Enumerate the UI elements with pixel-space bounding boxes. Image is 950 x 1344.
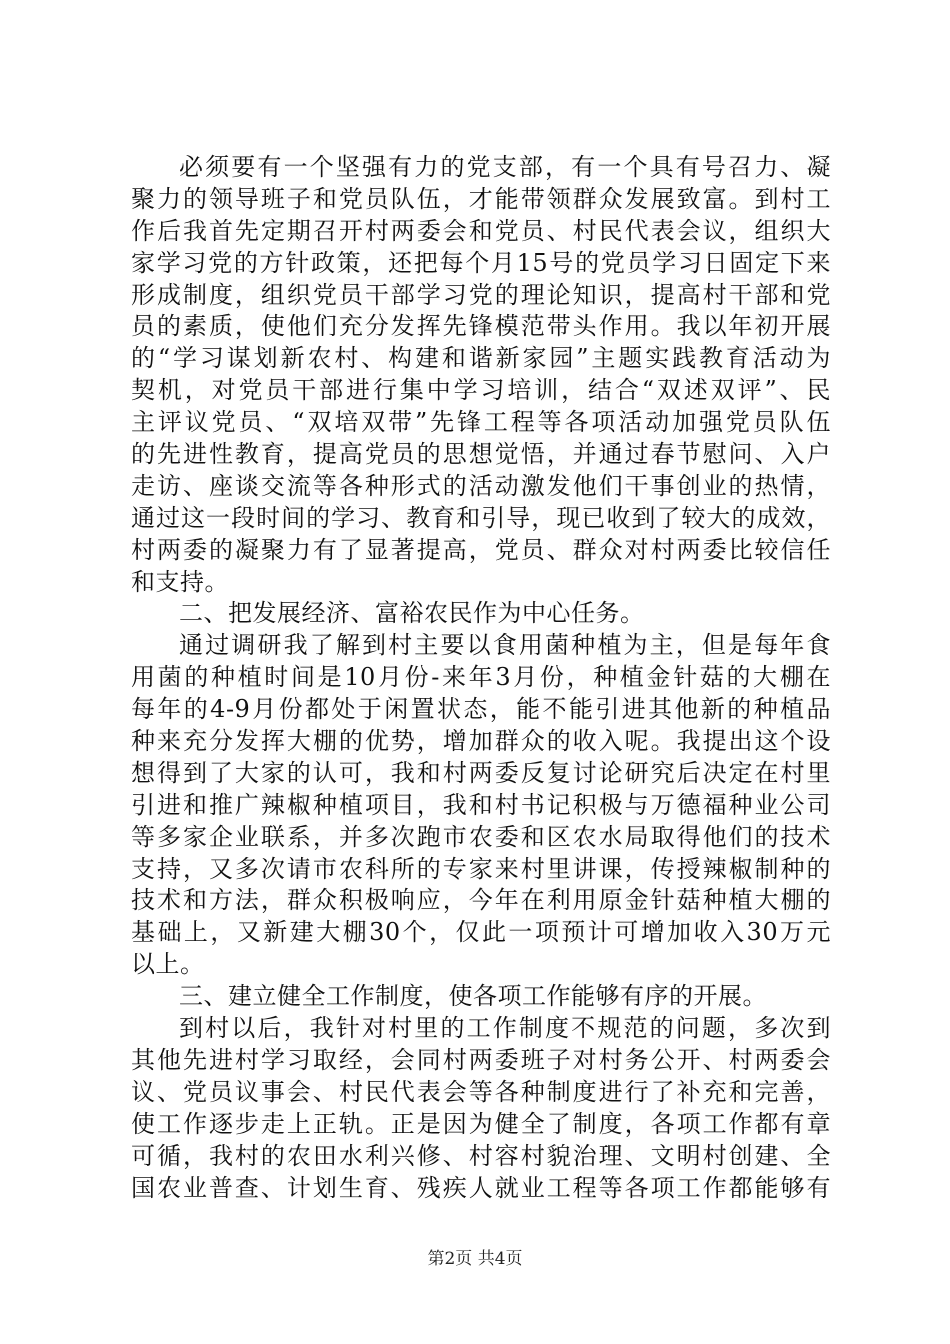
text-line: 技术和方法，群众积极响应，今年在利用原金针菇种植大棚的: [131, 886, 831, 915]
text-line: 聚力的领导班子和党员队伍，才能带领群众发展致富。到村工: [131, 184, 831, 213]
text-line: 主评议党员、“双培双带”先锋工程等各项活动加强党员队伍: [131, 408, 831, 437]
text-line: 以上。: [131, 950, 205, 979]
page-footer: 第2页 共4页: [427, 1249, 523, 1269]
text-line: 种来充分发挥大棚的优势，增加群众的收入呢。我提出这个设: [131, 727, 831, 756]
text-line: 家学习党的方针政策，还把每个月15号的党员学习日固定下来: [131, 248, 831, 277]
text-line: 使工作逐步走上正轨。正是因为健全了制度，各项工作都有章: [131, 1109, 831, 1138]
text-line: 其他先进村学习取经，会同村两委班子对村务公开、村两委会: [131, 1045, 831, 1074]
text-line: 的“学习谋划新农村、构建和谐新家园”主题实践教育活动为: [131, 344, 831, 373]
text-line: 引进和推广辣椒种植项目，我和村书记积极与万德福种业公司: [131, 790, 831, 819]
text-line: 想得到了大家的认可，我和村两委反复讨论研究后决定在村里: [131, 758, 831, 787]
text-line: 国农业普查、计划生育、残疾人就业工程等各项工作都能够有: [131, 1173, 831, 1202]
text-line: 的先进性教育，提高党员的思想觉悟，并通过春节慰问、入户: [131, 440, 831, 469]
text-line: 和支持。: [131, 567, 229, 596]
text-line: 员的素质，使他们充分发挥先锋模范带头作用。我以年初开展: [131, 312, 831, 341]
document-body: [131, 152, 831, 1204]
text-line: 支持，又多次请市农科所的专家来村里讲课，传授辣椒制种的: [131, 854, 831, 883]
text-line: 必须要有一个坚强有力的党支部，有一个具有号召力、凝: [179, 153, 831, 181]
text-line: 形成制度，组织党员干部学习党的理论知识，提高村干部和党: [131, 280, 831, 309]
text-line: 基础上，又新建大棚30个，仅此一项预计可增加收入30万元: [131, 918, 831, 947]
text-line: 三、建立健全工作制度，使各项工作能够有序的开展。: [179, 982, 767, 1011]
text-line: 每年的4-9月份都处于闲置状态，能不能引进其他新的种植品: [131, 695, 831, 724]
text-line: 作后我首先定期召开村两委会和党员、村民代表会议，组织大: [131, 216, 831, 245]
text-line: 可循，我村的农田水利兴修、村容村貌治理、文明村创建、全: [131, 1141, 831, 1170]
text-line: 等多家企业联系，并多次跑市农委和区农水局取得他们的技术: [131, 822, 831, 851]
text-line: 通过这一段时间的学习、教育和引导，现已收到了较大的成效，: [131, 503, 831, 532]
text-line: 二、把发展经济、富裕农民作为中心任务。: [179, 599, 645, 628]
text-line: 契机，对党员干部进行集中学习培训，结合“双述双评”、民: [131, 376, 831, 405]
text-line: 村两委的凝聚力有了显著提高，党员、群众对村两委比较信任: [131, 535, 831, 564]
text-line: 走访、座谈交流等各种形式的活动激发他们干事创业的热情，: [131, 471, 831, 500]
text-line: 用菌的种植时间是10月份-来年3月份，种植金针菇的大棚在: [131, 663, 831, 692]
text-line: 议、党员议事会、村民代表会等各种制度进行了补充和完善，: [131, 1077, 831, 1106]
text-line: 通过调研我了解到村主要以食用菌种植为主，但是每年食: [179, 631, 831, 660]
text-line: 到村以后，我针对村里的工作制度不规范的问题，多次到: [179, 1014, 831, 1043]
